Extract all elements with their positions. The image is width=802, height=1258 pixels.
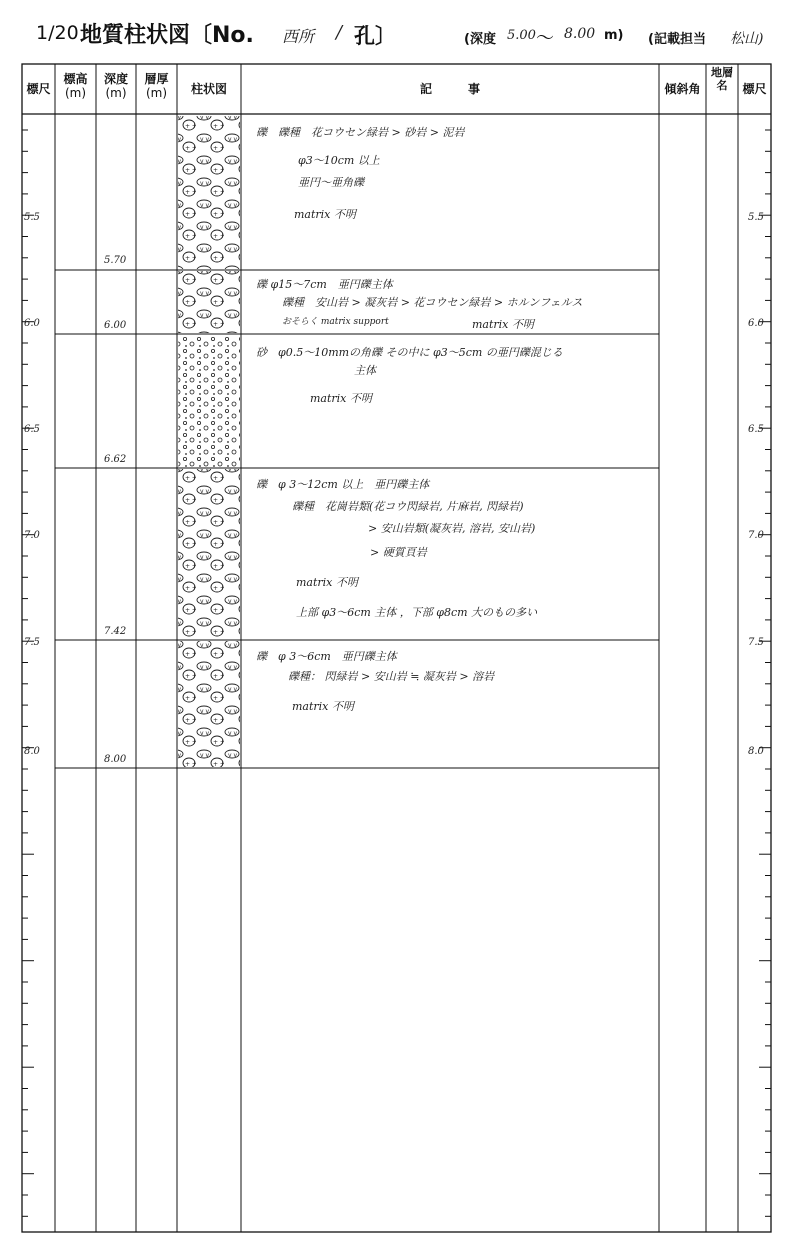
header-elevation-label: 標高 <box>63 72 88 86</box>
note-layer2-line1: 礫 φ15〜7cm 亜円礫主体 <box>256 278 393 291</box>
header-column: 柱状図 <box>190 82 227 96</box>
header-description: 記 事 <box>419 82 480 96</box>
scale-right-mark: 7.0 <box>748 530 764 541</box>
note-layer1-line4: matrix 不明 <box>294 208 356 221</box>
depth-tilde: 〜 <box>536 28 554 49</box>
charge-label: (記載担当 <box>648 32 706 47</box>
scale-right-mark: 8.0 <box>748 746 764 757</box>
header-dip: 傾斜角 <box>664 82 701 96</box>
note-layer4-line1: 礫 φ 3〜12cm 以上 亜円礫主体 <box>256 478 430 491</box>
header-depth-unit: (m) <box>105 86 127 100</box>
hole-separator: / <box>336 22 343 43</box>
scale-left-mark: 6.5 <box>24 424 40 435</box>
header-thickness-unit: (m) <box>145 86 168 100</box>
note-layer4-line5: matrix 不明 <box>296 576 358 589</box>
note-layer2-line2: 礫種 安山岩 > 凝灰岩 > 花コウセン緑岩 > ホルンフェルス <box>282 296 583 309</box>
note-layer4-line3: > 安山岩類(凝灰岩, 溶岩, 安山岩) <box>368 522 536 535</box>
note-layer1-line3: 亜円〜亜角礫 <box>298 176 364 189</box>
depth-to: 8.00 <box>564 26 596 42</box>
note-layer5-line3: matrix 不明 <box>292 700 354 713</box>
depth-value: 5.70 <box>104 255 127 266</box>
sheet-title: 地質柱状図〔No. <box>80 23 254 48</box>
note-layer4-line6: 上部 φ3〜6cm 主体 ，下部 φ8cm 大のもの多い <box>296 606 538 619</box>
header-thickness <box>136 72 177 100</box>
scale-left-mark: 6.0 <box>24 318 40 329</box>
depth-from: 5.00 <box>507 28 536 43</box>
depth-value: 6.62 <box>104 454 127 465</box>
note-layer1-line2: φ3〜10cm 以上 <box>298 154 380 167</box>
scale-left-mark: 7.0 <box>24 530 40 541</box>
note-layer5-line2: 礫種： 閃緑岩 > 安山岩 ≒ 凝灰岩 > 溶岩 <box>288 670 495 683</box>
note-layer4-line4: > 硬質頁岩 <box>370 546 427 559</box>
depth-value: 8.00 <box>104 754 127 765</box>
depth-unit: m) <box>604 28 624 43</box>
scale-left-mark: 8.0 <box>24 746 40 757</box>
scale-right-mark: 6.5 <box>748 424 764 435</box>
scale-left-mark: 7.5 <box>24 637 40 648</box>
header-depth-label: 深度 <box>103 72 128 86</box>
note-layer3-line2: 主体 <box>354 364 376 377</box>
scale-ratio: 1/20 <box>36 22 79 44</box>
header-scale-right: 標尺 <box>742 82 767 96</box>
note-layer3-line1: 砂 φ0.5〜10mmの角礫 その中に φ3〜5cm の亜円礫混じる <box>256 346 563 359</box>
scale-left-mark: 5.5 <box>24 212 40 223</box>
hole-label: 孔〕 <box>354 24 396 48</box>
header-depth <box>96 72 136 100</box>
note-layer5-line1: 礫 φ 3〜6cm 亜円礫主体 <box>256 650 397 663</box>
header-scale-left: 標尺 <box>26 82 51 96</box>
header-formation: 地層名 <box>711 66 733 92</box>
header-elevation-unit: (m) <box>64 86 87 100</box>
note-layer3-line3: matrix 不明 <box>310 392 372 405</box>
note-layer2-line3: おそらく matrix support <box>282 317 389 327</box>
scale-right-mark: 5.5 <box>748 212 764 223</box>
charge-person: 松山) <box>730 31 764 47</box>
depth-value: 6.00 <box>104 320 127 331</box>
note-layer2-line4: matrix 不明 <box>472 318 534 331</box>
note-layer4-line2: 礫種 花崗岩類(花コウ閃緑岩, 片麻岩, 閃緑岩) <box>292 500 524 513</box>
depth-value: 7.42 <box>104 626 127 637</box>
note-layer1-line1: 礫 礫種 花コウセン緑岩 > 砂岩 > 泥岩 <box>256 126 465 139</box>
header-thickness-label: 層厚 <box>144 72 169 86</box>
scale-right-mark: 7.5 <box>748 637 764 648</box>
depth-range-label: (深度 <box>464 32 496 47</box>
header-elevation <box>55 72 96 100</box>
scale-right-mark: 6.0 <box>748 318 764 329</box>
site-name: 西所 <box>282 27 315 46</box>
